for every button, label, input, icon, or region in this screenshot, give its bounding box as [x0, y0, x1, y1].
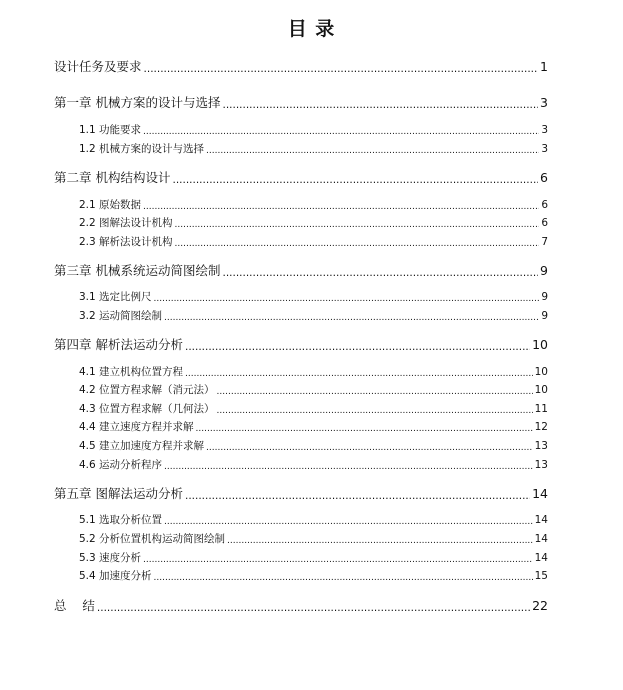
toc-entry-chapter-3[interactable] [54, 261, 548, 279]
toc-entry-label: 第三章 机械系统运动简图绘制 [54, 263, 221, 278]
toc-entry-section-5-1[interactable] [79, 512, 548, 527]
toc-page-number: 9 [541, 310, 548, 322]
toc-page-number: 3 [541, 124, 548, 136]
toc-entry-label: 4.3 位置方程求解（几何法） [79, 403, 215, 415]
toc-entry-label: 3.1 选定比例尺 [79, 291, 152, 303]
toc-leader-dots [143, 200, 539, 211]
toc-entry-label: 2.3 解析法设计机构 [79, 236, 173, 248]
toc-leader-dots [164, 515, 533, 526]
toc-entry-label: 1.2 机械方案的设计与选择 [79, 143, 205, 155]
toc-page-number: 13 [534, 440, 548, 452]
toc-page-number: 10 [534, 366, 548, 378]
toc-entry-label: 5.1 选取分析位置 [79, 514, 163, 526]
toc-entry-section-1-2[interactable] [79, 141, 548, 156]
toc-entry-label: 5.4 加速度分析 [79, 570, 152, 582]
toc-entry-chapter-2[interactable] [54, 168, 548, 186]
toc-entry-label: 4.6 运动分析程序 [79, 459, 163, 471]
toc-leader-dots [227, 534, 533, 545]
toc-page-number: 14 [534, 552, 548, 564]
toc-entry-section-5-4[interactable] [79, 568, 548, 583]
toc-page-number: 6 [541, 199, 548, 211]
toc-leader-dots [172, 171, 538, 184]
toc-page-number: 10 [532, 337, 548, 352]
toc-entry-summary[interactable] [54, 596, 548, 614]
toc-leader-dots [185, 487, 530, 500]
toc-page-number: 1 [540, 59, 548, 74]
toc-entry-section-4-6[interactable] [79, 457, 548, 472]
toc-page-number: 22 [532, 598, 548, 613]
toc-leader-dots [206, 144, 539, 155]
toc-leader-dots [154, 292, 540, 303]
toc-page-number: 14 [534, 514, 548, 526]
toc-entry-label: 4.4 建立速度方程并求解 [79, 421, 194, 433]
toc-page-number: 14 [532, 486, 548, 501]
toc-entry-section-5-3[interactable] [79, 550, 548, 565]
toc-leader-dots [144, 60, 539, 73]
toc-entry-label: 第四章 解析法运动分析 [54, 337, 183, 352]
toc-leader-dots [206, 441, 533, 452]
toc-page-number: 3 [541, 143, 548, 155]
toc-leader-dots [185, 367, 533, 378]
toc-page-number: 3 [540, 95, 548, 110]
toc-entry-label: 4.1 建立机构位置方程 [79, 366, 184, 378]
toc-leader-dots [185, 338, 530, 351]
toc-page-number: 6 [541, 217, 548, 229]
toc-page-number: 9 [540, 263, 548, 278]
toc-page-number: 14 [534, 533, 548, 545]
toc-leader-dots [196, 422, 533, 433]
toc-entry-label: 5.2 分析位置机构运动简图绘制 [79, 533, 226, 545]
toc-leader-dots [154, 571, 533, 582]
toc-page-number: 10 [534, 384, 548, 396]
toc-entry-label: 3.2 运动简图绘制 [79, 310, 163, 322]
toc-entry-section-4-5[interactable] [79, 438, 548, 453]
toc-entry-label: 4.5 建立加速度方程并求解 [79, 440, 205, 452]
toc-entry-section-4-4[interactable] [79, 419, 548, 434]
toc-entry-label: 1.1 功能要求 [79, 124, 142, 136]
toc-entry-label: 5.3 速度分析 [79, 552, 142, 564]
toc-entry-label: 设计任务及要求 [54, 59, 142, 74]
toc-entry-section-3-1[interactable] [79, 289, 548, 304]
toc-leader-dots [143, 125, 539, 136]
toc-entry-label: 总 结 [54, 598, 95, 613]
toc-page-number: 9 [541, 291, 548, 303]
toc-title: 目 录 [287, 18, 336, 40]
toc-entry-section-4-1[interactable] [79, 364, 548, 379]
toc-entry-section-3-2[interactable] [79, 308, 548, 323]
toc-page-number: 12 [534, 421, 548, 433]
toc-entry-label: 第五章 图解法运动分析 [54, 486, 183, 501]
toc-entry-chapter-5[interactable] [54, 484, 548, 502]
toc-page-number: 7 [541, 236, 548, 248]
toc-entry-section-4-3[interactable] [79, 401, 548, 416]
toc-entry-section-2-2[interactable] [79, 215, 548, 230]
toc-page-number: 15 [534, 570, 548, 582]
toc-leader-dots [164, 460, 533, 471]
toc-entry-section-2-3[interactable] [79, 234, 548, 249]
toc-entry-label: 第一章 机械方案的设计与选择 [54, 95, 221, 110]
toc-entry-chapter-4[interactable] [54, 335, 548, 353]
toc-entry-requirements[interactable] [54, 57, 548, 75]
toc-leader-dots [222, 96, 538, 109]
toc-entry-label: 2.1 原始数据 [79, 199, 142, 211]
toc-entry-section-5-2[interactable] [79, 531, 548, 546]
toc-entry-section-4-2[interactable] [79, 382, 548, 397]
toc-entry-section-1-1[interactable] [79, 122, 548, 137]
toc-leader-dots [217, 385, 533, 396]
toc-page-number: 6 [540, 170, 548, 185]
toc-leader-dots [175, 237, 540, 248]
toc-entry-label: 4.2 位置方程求解（消元法） [79, 384, 215, 396]
toc-entry-label: 2.2 图解法设计机构 [79, 217, 173, 229]
toc-entry-label: 第二章 机构结构设计 [54, 170, 171, 185]
toc-leader-dots [164, 311, 539, 322]
toc-leader-dots [222, 264, 538, 277]
toc-leader-dots [143, 553, 533, 564]
toc-entry-chapter-1[interactable] [54, 93, 548, 111]
toc-page-number: 13 [534, 459, 548, 471]
toc-page-number: 11 [534, 403, 548, 415]
toc-leader-dots [175, 218, 540, 229]
toc-leader-dots [97, 599, 530, 612]
toc-leader-dots [217, 404, 533, 415]
toc-entry-section-2-1[interactable] [79, 197, 548, 212]
